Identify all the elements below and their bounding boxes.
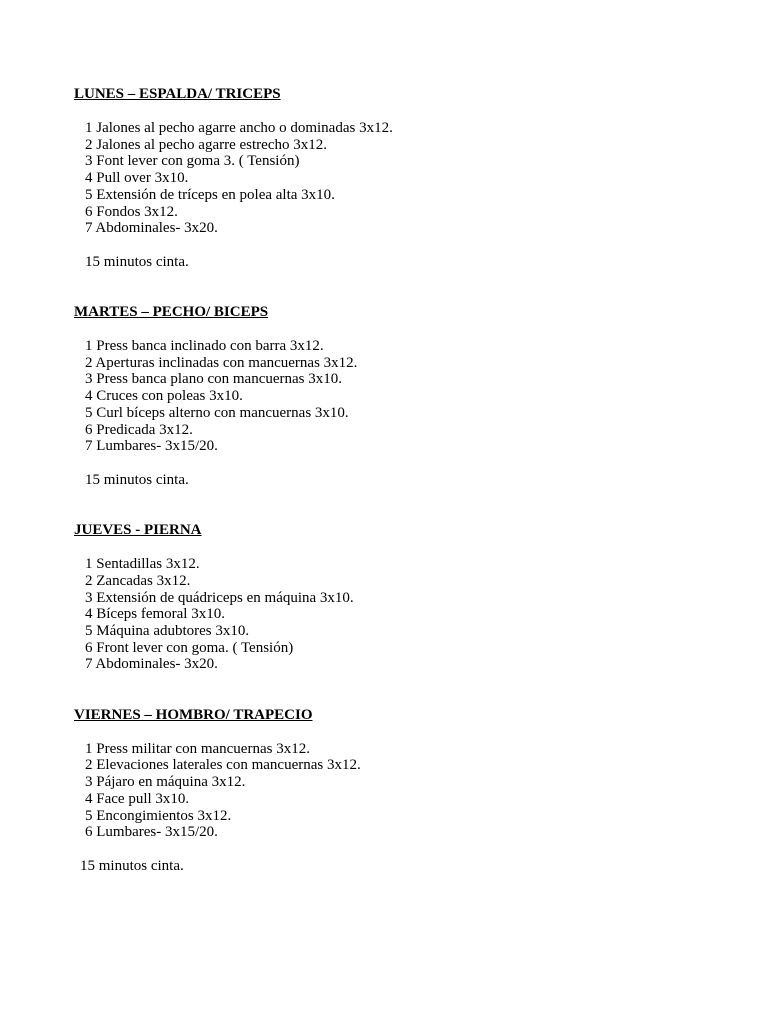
exercise-item: 3 Extensión de quádriceps en máquina 3x10. <box>85 590 354 606</box>
exercise-item: 7 Abdominales- 3x20. <box>85 220 218 236</box>
exercise-item: 6 Predicada 3x12. <box>85 422 193 438</box>
exercise-item: 6 Fondos 3x12. <box>85 204 178 220</box>
cardio-note: 15 minutos cinta. <box>85 254 189 270</box>
exercise-item: 2 Zancadas 3x12. <box>85 573 191 589</box>
exercise-item: 7 Abdominales- 3x20. <box>85 656 218 672</box>
exercise-item: 1 Sentadillas 3x12. <box>85 556 200 572</box>
exercise-item: 5 Extensión de tríceps en polea alta 3x10. <box>85 187 335 203</box>
section-heading-viernes: VIERNES – HOMBRO/ TRAPECIO <box>74 707 313 723</box>
section-heading-jueves: JUEVES - PIERNA <box>74 522 202 538</box>
section-heading-martes: MARTES – PECHO/ BICEPS <box>74 304 269 320</box>
exercise-item: 2 Elevaciones laterales con mancuernas 3x12. <box>85 757 361 773</box>
exercise-item: 5 Curl bíceps alterno con mancuernas 3x10. <box>85 405 349 421</box>
exercise-item: 3 Font lever con goma 3. ( Tensión) <box>85 153 300 169</box>
exercise-item: 2 Aperturas inclinadas con mancuernas 3x12. <box>85 355 358 371</box>
exercise-item: 4 Pull over 3x10. <box>85 170 189 186</box>
exercise-item: 1 Jalones al pecho agarre ancho o dominadas 3x12. <box>85 120 393 136</box>
cardio-note: 15 minutos cinta. <box>85 472 189 488</box>
exercise-item: 5 Máquina adubtores 3x10. <box>85 623 250 639</box>
section-heading-lunes: LUNES – ESPALDA/ TRICEPS <box>74 86 281 102</box>
exercise-item: 3 Pájaro en máquina 3x12. <box>85 774 246 790</box>
exercise-item: 1 Press militar con mancuernas 3x12. <box>85 741 310 757</box>
exercise-item: 4 Face pull 3x10. <box>85 791 190 807</box>
exercise-item: 4 Bíceps femoral 3x10. <box>85 606 225 622</box>
exercise-item: 5 Encongimientos 3x12. <box>85 808 232 824</box>
exercise-item: 3 Press banca plano con mancuernas 3x10. <box>85 371 343 387</box>
exercise-item: 2 Jalones al pecho agarre estrecho 3x12. <box>85 137 327 153</box>
exercise-item: 4 Cruces con poleas 3x10. <box>85 388 243 404</box>
exercise-item: 1 Press banca inclinado con barra 3x12. <box>85 338 324 354</box>
cardio-note: 15 minutos cinta. <box>80 858 184 874</box>
exercise-item: 6 Front lever con goma. ( Tensión) <box>85 640 294 656</box>
exercise-item: 6 Lumbares- 3x15/20. <box>85 824 218 840</box>
exercise-item: 7 Lumbares- 3x15/20. <box>85 438 218 454</box>
